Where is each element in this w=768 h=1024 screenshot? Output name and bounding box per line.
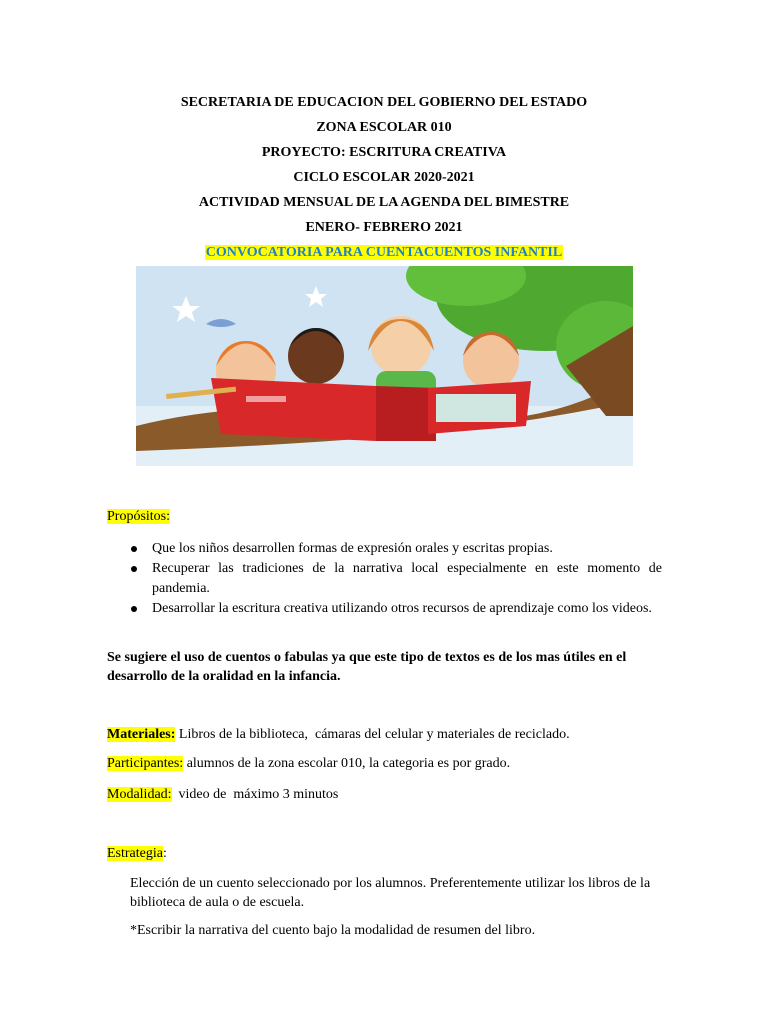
participantes-text: alumnos de la zona escolar 010, la categoria es por grado. — [183, 756, 511, 771]
estrategia-label: Estrategia: — [107, 846, 167, 861]
estrategia-paragraph-2: *Escribir la narrativa del cuento bajo la modalidad de resumen del libro. — [130, 923, 536, 938]
header-proyecto: PROYECTO: ESCRITURA CREATIVA — [261, 145, 507, 160]
convocatoria-title — [0, 240, 768, 265]
participantes-line — [107, 755, 510, 773]
children-reading-illustration — [136, 266, 633, 466]
header-secretaria: SECRETARIA DE EDUCACION DEL GOBIERNO DEL ESTADO — [180, 95, 588, 110]
propositos-list — [128, 539, 662, 619]
estrategia-paragraph-1: Elección de un cuento seleccionado por los alumnos. Preferentemente utilizar los libros de la biblioteca de aula o de escuela. — [130, 876, 651, 910]
list-item: Recuperar las tradiciones de la narrativa local especialmente en este momento de pandemia. — [128, 559, 662, 599]
materiales-line — [107, 726, 570, 744]
modalidad-text: video de máximo 3 minutos — [171, 787, 339, 802]
sugerencia-paragraph: Se sugiere el uso de cuentos o fabulas ya que este tipo de textos es de los mas útiles en el desarrollo de la oralidad en la infancia. — [107, 650, 627, 684]
header-ciclo: CICLO ESCOLAR 2020-2021 — [293, 170, 475, 185]
modalidad-label: Modalidad: — [107, 787, 172, 802]
document-header — [0, 90, 768, 265]
header-zona: ZONA ESCOLAR 010 — [316, 120, 452, 135]
convocatoria-text: CONVOCATORIA PARA CUENTACUENTOS INFANTIL — [205, 245, 563, 260]
materiales-label: Materiales: — [107, 727, 176, 742]
illustration-drawing — [136, 266, 633, 466]
header-actividad: ACTIVIDAD MENSUAL DE LA AGENDA DEL BIMESTRE — [198, 195, 570, 210]
propositos-label: Propósitos: — [107, 509, 171, 524]
participantes-label: Participantes: — [107, 756, 184, 771]
header-periodo: ENERO- FEBRERO 2021 — [305, 220, 463, 235]
list-item: Desarrollar la escritura creativa utilizando otros recursos de aprendizaje como los videos. — [128, 599, 662, 619]
materiales-text: Libros de la biblioteca, cámaras del celular y materiales de reciclado. — [175, 727, 570, 742]
modalidad-line — [107, 786, 338, 804]
list-item: Que los niños desarrollen formas de expresión orales y escritas propias. — [128, 539, 662, 559]
